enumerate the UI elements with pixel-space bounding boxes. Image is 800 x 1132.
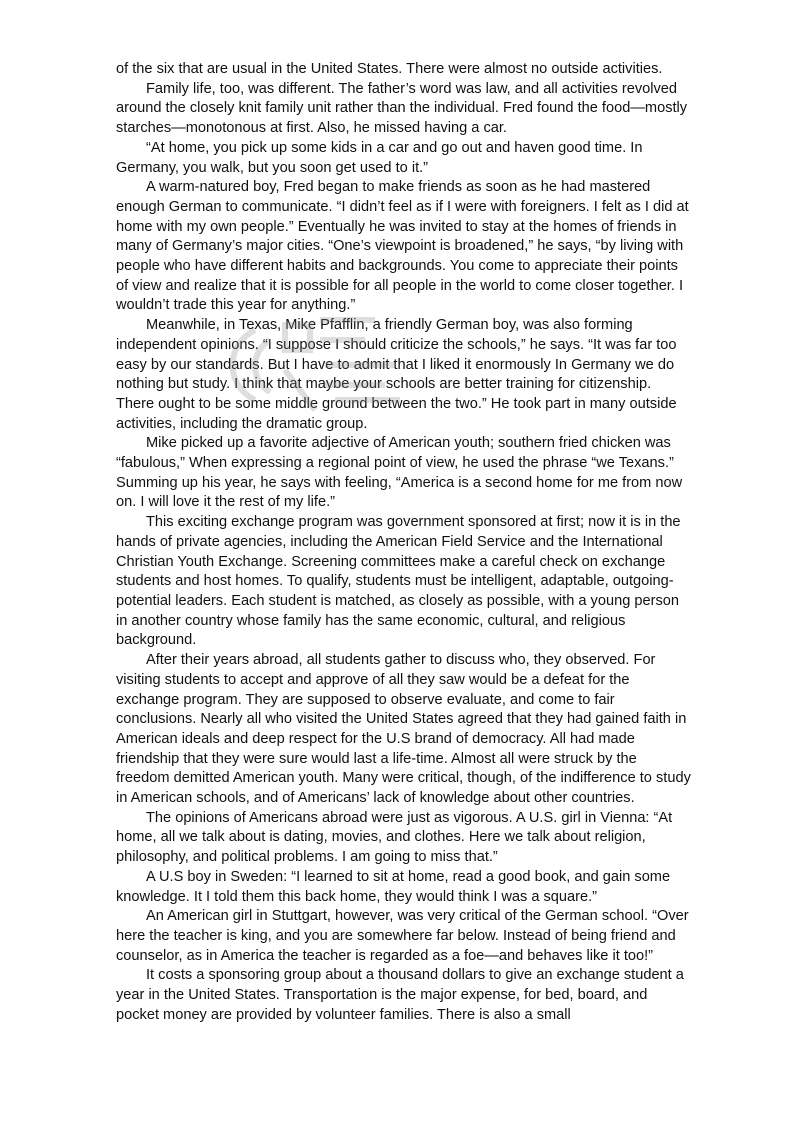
paragraph: Family life, too, was different. The father’s word was law, and all activities revolved around the closely knit family unit rather than the individual. Fred found the food—mostly starches—monotonous at first. Also, he missed having a car.: [116, 80, 688, 137]
paragraph: It costs a sponsoring group about a thousand dollars to give an exchange student a year in the United States. Transportation is the major expense, for bed, board, and pocket money are provided by volunteer families. There is also a small: [116, 967, 684, 1023]
paragraph: An American girl in Stuttgart, however, was very critical of the German school. “Over here the teacher is king, and you are somewhere far below. Instead of being friend and counselor, as in America the teacher is regarded as a foe—and behaves like it too!”: [116, 908, 689, 964]
paragraph: This exciting exchange program was government sponsored at first; now it is in the hands of private agencies, including the American Field Service and the International Christian Youth Exchange. Screening committees make a careful check on exchange students and host homes. To qualify, students must be intelligent, adaptable, outgoing-potential leaders. Each student is matched, as closely as possible, with a young person in another country whose family has the same economic, cultural, and religious background.: [116, 514, 681, 649]
document-page: [116, 60, 692, 1025]
paragraph: “At home, you pick up some kids in a car and go out and haven good time. In Germany, you walk, but you soon get used to it.”: [116, 139, 643, 176]
paragraph: Meanwhile, in Texas, Mike Pfafflin, a friendly German boy, was also forming independent opinions. “I suppose I should criticize the schools,” he says. “It was far too easy by our standards. But I have to admit that I liked it enormously In Germany we do nothing but study. I think that maybe your schools are better training for citizenship. There ought to be some middle ground between the two.” He took part in many outside activities, including the dramatic group.: [116, 317, 677, 432]
paragraph: A warm-natured boy, Fred began to make friends as soon as he had mastered enough German to communicate. “I didn’t feel as if I were with foreigners. I felt as I did at home with my own people.” Eventually he was invited to stay at the homes of friends in many of Germany’s major cities. “One’s viewpoint is broadened,” he says, “by living with people who have different habits and backgrounds. You come to appreciate their points of view and realize that it is possible for all people in the world to come closer together. I wouldn’t trade this year for anything.”: [116, 179, 689, 314]
paragraph: Mike picked up a favorite adjective of American youth; southern fried chicken was “fabulous,” When expressing a regional point of view, he used the phrase “we Texans.” Summing up his year, he says with feeling, “America is a second home for me from now on. I will love it the rest of my life.”: [116, 435, 683, 511]
paragraph: of the six that are usual in the United States. There were almost no outside activities.: [116, 61, 663, 77]
paragraph: The opinions of Americans abroad were just as vigorous. A U.S. girl in Vienna: “At home, all we talk about is dating, movies, and clothes. Here we talk about religion, philosophy, and political problems. I am going to miss that.”: [116, 809, 673, 866]
paragraph: A U.S boy in Sweden: “I learned to sit at home, read a good book, and gain some knowledge. It I told them this back home, they would think I was a square.”: [116, 868, 671, 905]
paragraph: After their years abroad, all students gather to discuss who, they observed. For visiting students to accept and approve of all they saw would be a defeat for the exchange program. They are supposed to observe evaluate, and come to fair conclusions. Nearly all who visited the United States agreed that they had gained faith in American ideals and deep respect for the U.S brand of democracy. All had made friendship that they were sure would last a life-time. Almost all were struck by the freedom demitted American youth. Many were critical, though, of the indifference to study in American schools, and of Americans’ lack of knowledge about other countries.: [116, 652, 691, 807]
